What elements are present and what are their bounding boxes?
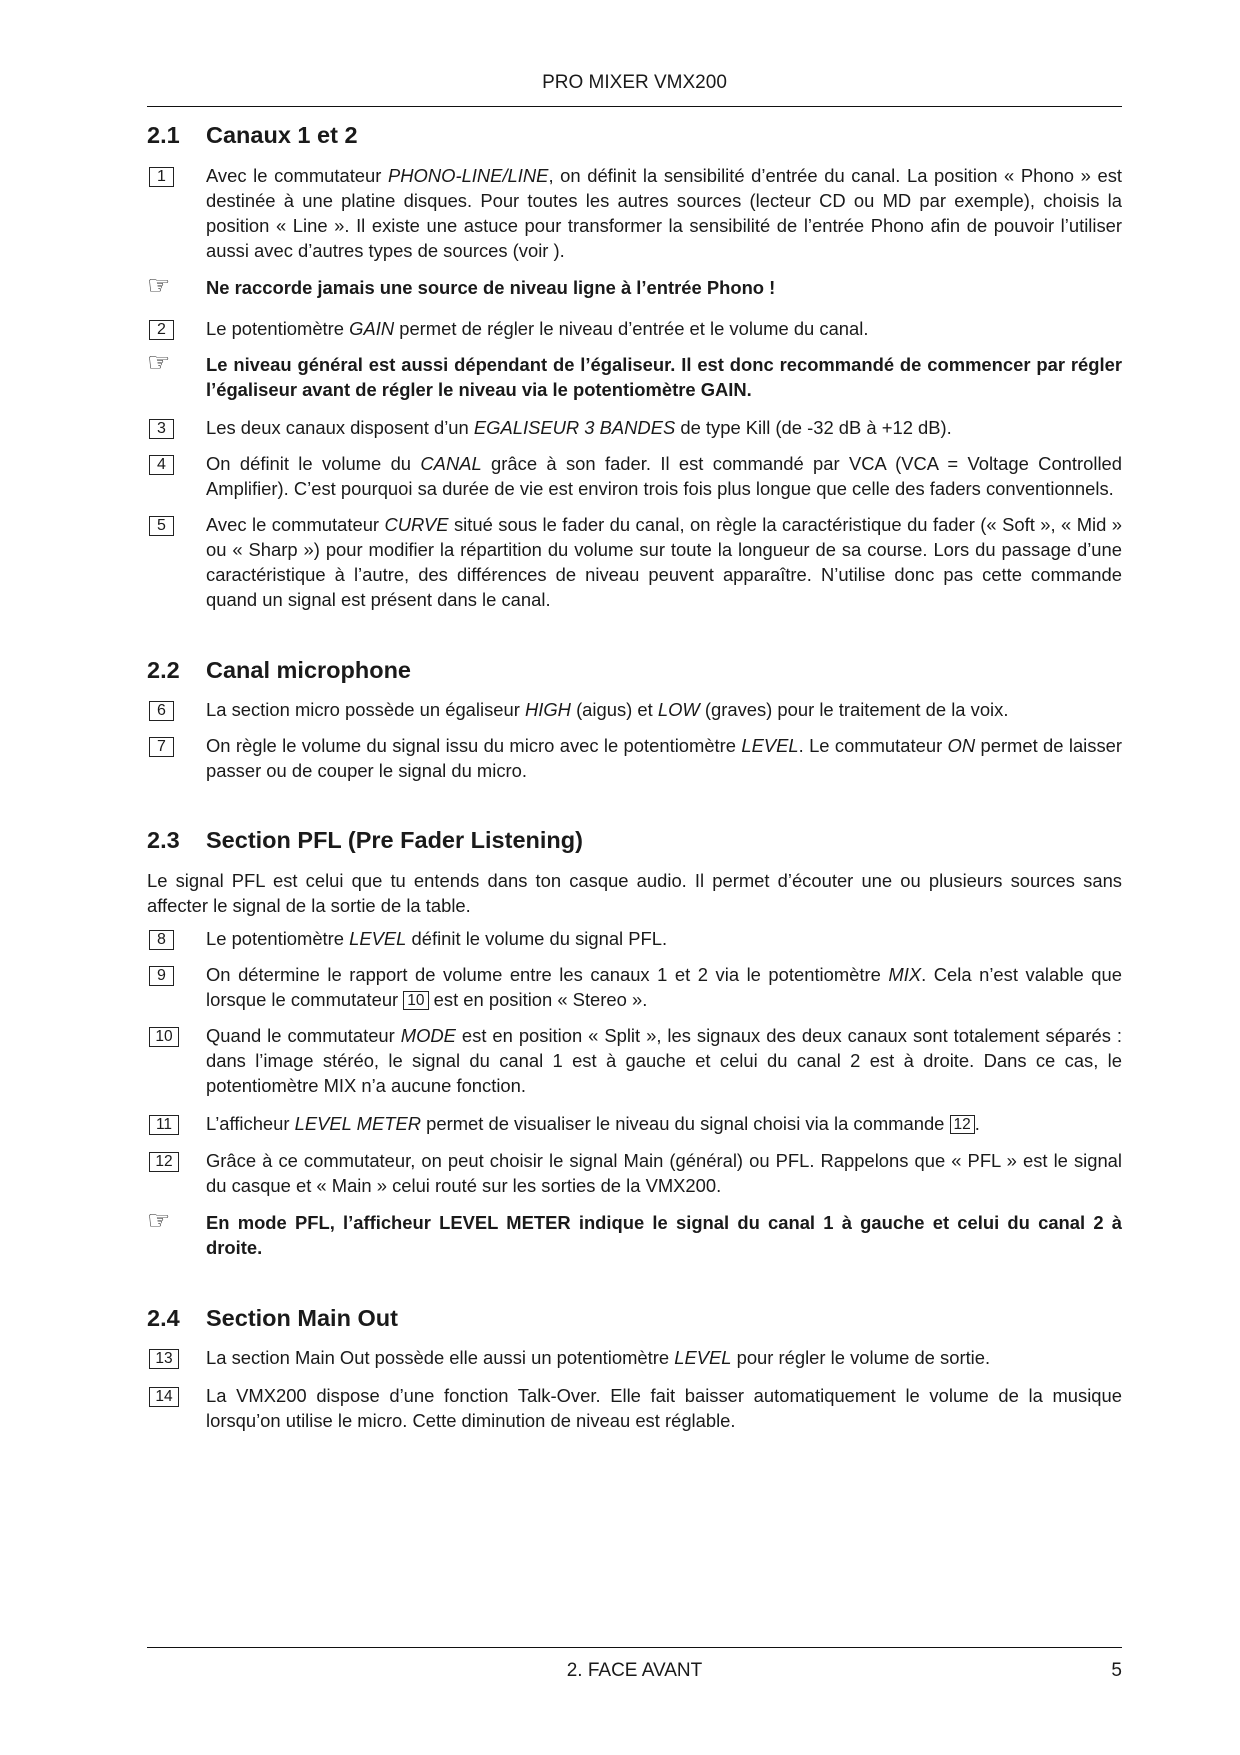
footer-chapter: 2. FACE AVANT xyxy=(566,1660,703,1681)
list-item: 6 La section micro possède un égaliseur HIGH (aigus) et LOW (graves) pour le traitement de la voix. xyxy=(147,697,1122,722)
list-item: 13 La section Main Out possède elle aussi un potentiomètre LEVEL pour régler le volume de sortie. xyxy=(147,1345,1122,1370)
section-2-3-title: 2.3 Section PFL (Pre Fader Listening) xyxy=(147,827,583,853)
item-marker: 7 xyxy=(149,737,174,757)
page-number: 5 xyxy=(1111,1660,1122,1681)
list-item: 10 Quand le commutateur MODE est en position « Split », les signaux des deux canaux sont totalement séparés : dans l’image stéréo, le signal du canal 1 est à gauche et celui du canal 2 est à droite. Dans ce cas, le potentiomètre MIX n’a aucune fonction. xyxy=(147,1023,1122,1098)
list-item: 1 Avec le commutateur PHONO-LINE/LINE, on définit la sensibilité d’entrée du canal. La position « Phono » est destinée à une platine disques. Pour toutes les autres sources (lecteur CD ou MD par exemple), choisis la position « Line ». Il existe une astuce pour transformer la sensibilité de l’entrée Phono afin de pouvoir l’utiliser aussi avec d’autres types de sources (voir ). xyxy=(147,163,1122,263)
section-2-2-title: 2.2 Canal microphone xyxy=(147,657,412,683)
pointing-hand-icon: ☞ xyxy=(147,347,171,377)
list-item: 12 Grâce à ce commutateur, on peut choisir le signal Main (général) ou PFL. Rappelons que « PFL » est le signal du casque et « Main » celui routé sur les sorties de la VMX200. xyxy=(147,1148,1122,1198)
item-marker: 9 xyxy=(149,966,174,986)
list-item: 11 L’afficheur LEVEL METER permet de visualiser le niveau du signal choisi via la commande 12 . xyxy=(147,1111,1122,1136)
pointing-hand-icon: ☞ xyxy=(147,1205,171,1235)
list-item: 14 La VMX200 dispose d’une fonction Talk-Over. Elle fait baisser automatiquement le volume de la musique lorsqu’on utilise le micro. Cette diminution de niveau est réglable. xyxy=(147,1383,1122,1433)
list-item: 4 On définit le volume du CANAL grâce à son fader. Il est commandé par VCA (VCA = Voltage Controlled Amplifier). C’est pourquoi sa durée de vie est environ trois fois plus longue que celle des faders conventionnels. xyxy=(147,451,1122,501)
item-marker: 2 xyxy=(149,320,174,340)
list-item: 7 On règle le volume du signal issu du micro avec le potentiomètre LEVEL. Le commutateur ON permet de laisser passer ou de couper le signal du micro. xyxy=(147,733,1122,783)
item-marker: 1 xyxy=(149,167,174,187)
section-intro: Le signal PFL est celui que tu entends dans ton casque audio. Il permet d’écouter une ou plusieurs sources sans affecter le signal de la sortie de la table. xyxy=(147,870,1122,916)
reference-marker: 10 xyxy=(403,991,428,1010)
list-item: 9 On détermine le rapport de volume entre les canaux 1 et 2 via le potentiomètre MIX. Cela n’est valable que lorsque le commutateur 10 est en position « Stereo ». xyxy=(147,962,1122,1012)
section-2-4-title: 2.4 Section Main Out xyxy=(147,1305,398,1331)
list-item: 5 Avec le commutateur CURVE situé sous le fader du canal, on règle la caractéristique du fader (« Soft », « Mid » ou « Sharp ») pour modifier la répartition du volume sur toute la longueur de sa course. Lors du passage d’une caractéristique à l’autre, des différences de niveau peuvent apparaître. N’utilise donc pas cette commande quand un signal est présent dans le canal. xyxy=(147,512,1122,612)
item-marker: 10 xyxy=(149,1027,179,1047)
pointing-hand-icon: ☞ xyxy=(147,270,171,300)
item-marker: 4 xyxy=(149,455,174,475)
page-header-title: PRO MIXER VMX200 xyxy=(542,72,727,93)
note-item: ☞ Ne raccorde jamais une source de niveau ligne à l’entrée Phono ! xyxy=(147,270,776,300)
footer-rule xyxy=(147,1647,1122,1648)
note-item: ☞ Le niveau général est aussi dépendant de l’égaliseur. Il est donc recommandé de commencer par régler l’égaliseur avant de régler le niveau via le potentiomètre GAIN. xyxy=(147,347,1122,400)
note-item: ☞ En mode PFL, l’afficheur LEVEL METER indique le signal du canal 1 à gauche et celui du canal 2 à droite. xyxy=(147,1205,1122,1258)
header-rule xyxy=(147,106,1122,107)
item-marker: 11 xyxy=(149,1115,179,1135)
item-marker: 5 xyxy=(149,516,174,536)
list-item: 3 Les deux canaux disposent d’un EGALISEUR 3 BANDES de type Kill (de -32 dB à +12 dB). xyxy=(147,415,1122,440)
item-marker: 6 xyxy=(149,701,174,721)
item-marker: 3 xyxy=(149,419,174,439)
item-marker: 8 xyxy=(149,930,174,950)
item-marker: 12 xyxy=(149,1152,179,1172)
reference-marker: 12 xyxy=(950,1115,975,1134)
item-marker: 13 xyxy=(149,1349,179,1369)
list-item: 2 Le potentiomètre GAIN permet de régler le niveau d’entrée et le volume du canal. xyxy=(147,316,1122,341)
page-content xyxy=(147,122,1122,1433)
item-marker: 14 xyxy=(149,1387,179,1407)
list-item: 8 Le potentiomètre LEVEL définit le volume du signal PFL. xyxy=(147,926,1122,951)
section-2-1-title: 2.1 Canaux 1 et 2 xyxy=(147,122,358,148)
